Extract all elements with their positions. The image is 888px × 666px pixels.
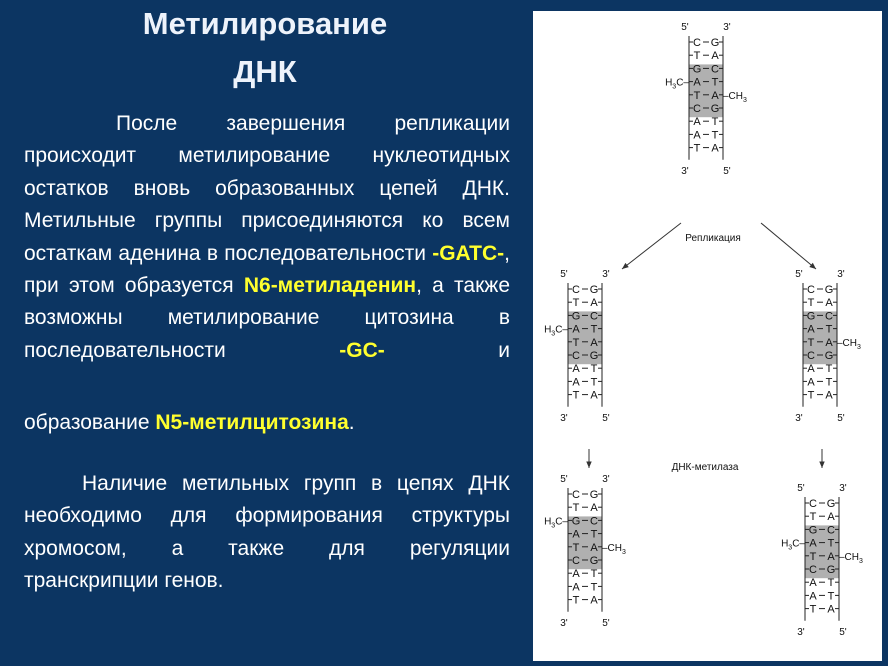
methylase-arrow-left-head	[586, 462, 591, 468]
base-left: T	[572, 541, 580, 554]
base-right: G	[710, 103, 720, 115]
base-right: T	[711, 76, 719, 89]
base-left: C	[807, 284, 815, 296]
base-left: A	[809, 590, 817, 603]
base-left: T	[807, 389, 815, 402]
base-left: G	[808, 524, 818, 537]
base-right: T	[711, 116, 719, 129]
highlight-gatc: -GATC-	[432, 241, 505, 265]
label-5prime-bottom: 5'	[602, 617, 610, 629]
base-right: G	[589, 489, 599, 501]
highlight-n5-methylcytosine: N5-метилцитозина	[155, 411, 349, 434]
base-right: G	[589, 555, 599, 567]
methylase-label: ДНК-метилаза	[671, 462, 739, 473]
base-left: G	[571, 515, 581, 528]
label-3prime-bottom: 3'	[797, 626, 805, 638]
base-right: G	[826, 498, 836, 510]
base-right: T	[825, 376, 833, 389]
label-5prime-bottom: 5'	[602, 412, 610, 424]
base-right: A	[590, 541, 598, 554]
label-3prime-top: 3'	[837, 269, 845, 280]
page-title-line2: ДНК	[233, 54, 297, 89]
text-segment: После завершения репликации происходит метилирование нуклеотидных остатков вновь образованных цепей ДНК. Метильные группы присоединяются ко всем остаткам аденина в последовательности	[24, 112, 510, 265]
label-5prime-top: 5'	[560, 474, 568, 485]
base-left: T	[572, 594, 580, 607]
base-left: T	[693, 50, 701, 63]
base-right: T	[711, 129, 719, 142]
base-left: T	[809, 511, 817, 524]
base-left: C	[809, 498, 817, 510]
base-left: C	[693, 37, 701, 49]
base-left: A	[807, 363, 815, 376]
base-right: A	[827, 511, 835, 524]
base-left: A	[809, 577, 817, 590]
replication-label: Репликация	[685, 233, 741, 244]
text-segment: и	[384, 338, 510, 362]
base-left: T	[809, 603, 817, 616]
base-left: C	[807, 350, 815, 362]
label-3prime-top: 3'	[723, 22, 731, 33]
base-right: A	[711, 89, 719, 102]
base-left: T	[572, 336, 580, 349]
base-right: A	[825, 389, 833, 402]
base-right: A	[590, 502, 598, 515]
replication-arrow-right	[761, 223, 816, 269]
text-segment: образование	[24, 411, 156, 434]
base-left: A	[693, 116, 701, 129]
label-3prime-top: 3'	[839, 483, 847, 494]
label-3prime-bottom: 3'	[681, 165, 689, 177]
text-segment: Наличие метильных групп в цепях ДНК необходимо для формирования структуры хромосом, а также для регуляции	[24, 472, 510, 560]
base-left: T	[807, 297, 815, 310]
highlight-n6-methyladenine: N6-метиладенин	[243, 274, 417, 298]
base-right: T	[590, 568, 598, 581]
base-right: A	[590, 389, 598, 402]
base-right: A	[711, 142, 719, 155]
text-segment-last: транскрипции генов.	[24, 569, 224, 593]
base-left: T	[807, 336, 815, 349]
base-left: A	[807, 376, 815, 389]
label-3prime-top: 3'	[602, 269, 610, 280]
base-left: A	[572, 581, 580, 594]
base-left: T	[809, 550, 817, 563]
base-right: C	[590, 515, 598, 528]
base-left: C	[572, 350, 580, 362]
base-right: G	[589, 284, 599, 296]
base-left: G	[692, 63, 702, 76]
base-left: A	[807, 323, 815, 336]
base-right: T	[827, 537, 835, 550]
highlight-gc: -GC-	[339, 338, 385, 362]
methyl-group-left: $H_3C-$	[781, 538, 805, 552]
label-5prime-bottom: 5'	[839, 626, 847, 638]
methyl-group-left: $H_3C-$	[544, 324, 568, 338]
base-left: G	[806, 310, 816, 323]
base-left: A	[572, 376, 580, 389]
base-right: A	[827, 603, 835, 616]
label-3prime-bottom: 3'	[560, 412, 568, 424]
base-right: G	[826, 564, 836, 576]
base-right: A	[825, 336, 833, 349]
base-left: T	[572, 502, 580, 515]
base-left: A	[572, 528, 580, 541]
base-left: C	[693, 103, 701, 115]
label-5prime-top: 5'	[797, 483, 805, 494]
base-left: A	[693, 76, 701, 89]
page-title-line1: Метилирование	[142, 6, 388, 41]
base-left: A	[572, 568, 580, 581]
label-5prime-top: 5'	[795, 269, 803, 280]
base-right: G	[589, 350, 599, 362]
methyl-group-right: $-CH_3$	[723, 90, 747, 104]
base-right: T	[827, 590, 835, 603]
base-right: C	[711, 63, 719, 76]
label-5prime-top: 5'	[681, 22, 689, 33]
base-right: G	[710, 37, 720, 49]
base-left: G	[571, 310, 581, 323]
text-segment: , при этом образуется	[24, 241, 510, 298]
base-right: T	[590, 581, 598, 594]
methyl-group-left: $H_3C-$	[665, 77, 689, 91]
base-right: T	[590, 528, 598, 541]
base-left: C	[572, 284, 580, 296]
methyl-group-right: $-CH_3$	[837, 337, 861, 351]
base-left: A	[572, 363, 580, 376]
base-right: T	[825, 363, 833, 376]
base-right: A	[590, 336, 598, 349]
base-right: C	[825, 310, 833, 323]
dna-methylation-diagram	[533, 11, 882, 661]
label-3prime-top: 3'	[602, 474, 610, 485]
replication-arrow-left-head	[622, 263, 629, 269]
paragraph-methylcytosine	[24, 407, 510, 439]
label-5prime-bottom: 5'	[723, 165, 731, 177]
base-left: A	[693, 129, 701, 142]
base-right: T	[590, 376, 598, 389]
base-right: A	[590, 594, 598, 607]
methyl-group-right: $-CH_3$	[839, 551, 863, 565]
base-left: C	[572, 489, 580, 501]
methyl-group-left: $H_3C-$	[544, 516, 568, 530]
label-5prime-top: 5'	[560, 269, 568, 280]
base-right: T	[827, 577, 835, 590]
label-5prime-bottom: 5'	[837, 412, 845, 424]
methylase-arrow-right-head	[819, 462, 824, 468]
base-right: A	[827, 550, 835, 563]
text-segment: , а также возможны метилирование цитозина в последовательности	[24, 274, 510, 362]
base-left: A	[572, 323, 580, 336]
base-left: C	[809, 564, 817, 576]
base-left: T	[572, 389, 580, 402]
base-left: C	[572, 555, 580, 567]
base-right: T	[590, 363, 598, 376]
paragraph-methylation	[24, 108, 510, 367]
base-right: A	[825, 297, 833, 310]
label-3prime-bottom: 3'	[560, 617, 568, 629]
base-right: T	[590, 323, 598, 336]
text-segment: .	[348, 411, 355, 434]
label-3prime-bottom: 3'	[795, 412, 803, 424]
base-right: G	[824, 284, 834, 296]
base-right: C	[827, 524, 835, 537]
base-right: C	[590, 310, 598, 323]
paragraph-role	[24, 468, 510, 598]
base-right: A	[590, 297, 598, 310]
base-left: T	[693, 89, 701, 102]
base-right: A	[711, 50, 719, 63]
base-left: T	[693, 142, 701, 155]
base-left: T	[572, 297, 580, 310]
base-right: G	[824, 350, 834, 362]
base-right: T	[825, 323, 833, 336]
base-left: A	[809, 537, 817, 550]
replication-arrow-left	[622, 223, 681, 269]
diagram-svg	[533, 11, 882, 661]
methyl-group-right: $-CH_3$	[602, 542, 626, 556]
